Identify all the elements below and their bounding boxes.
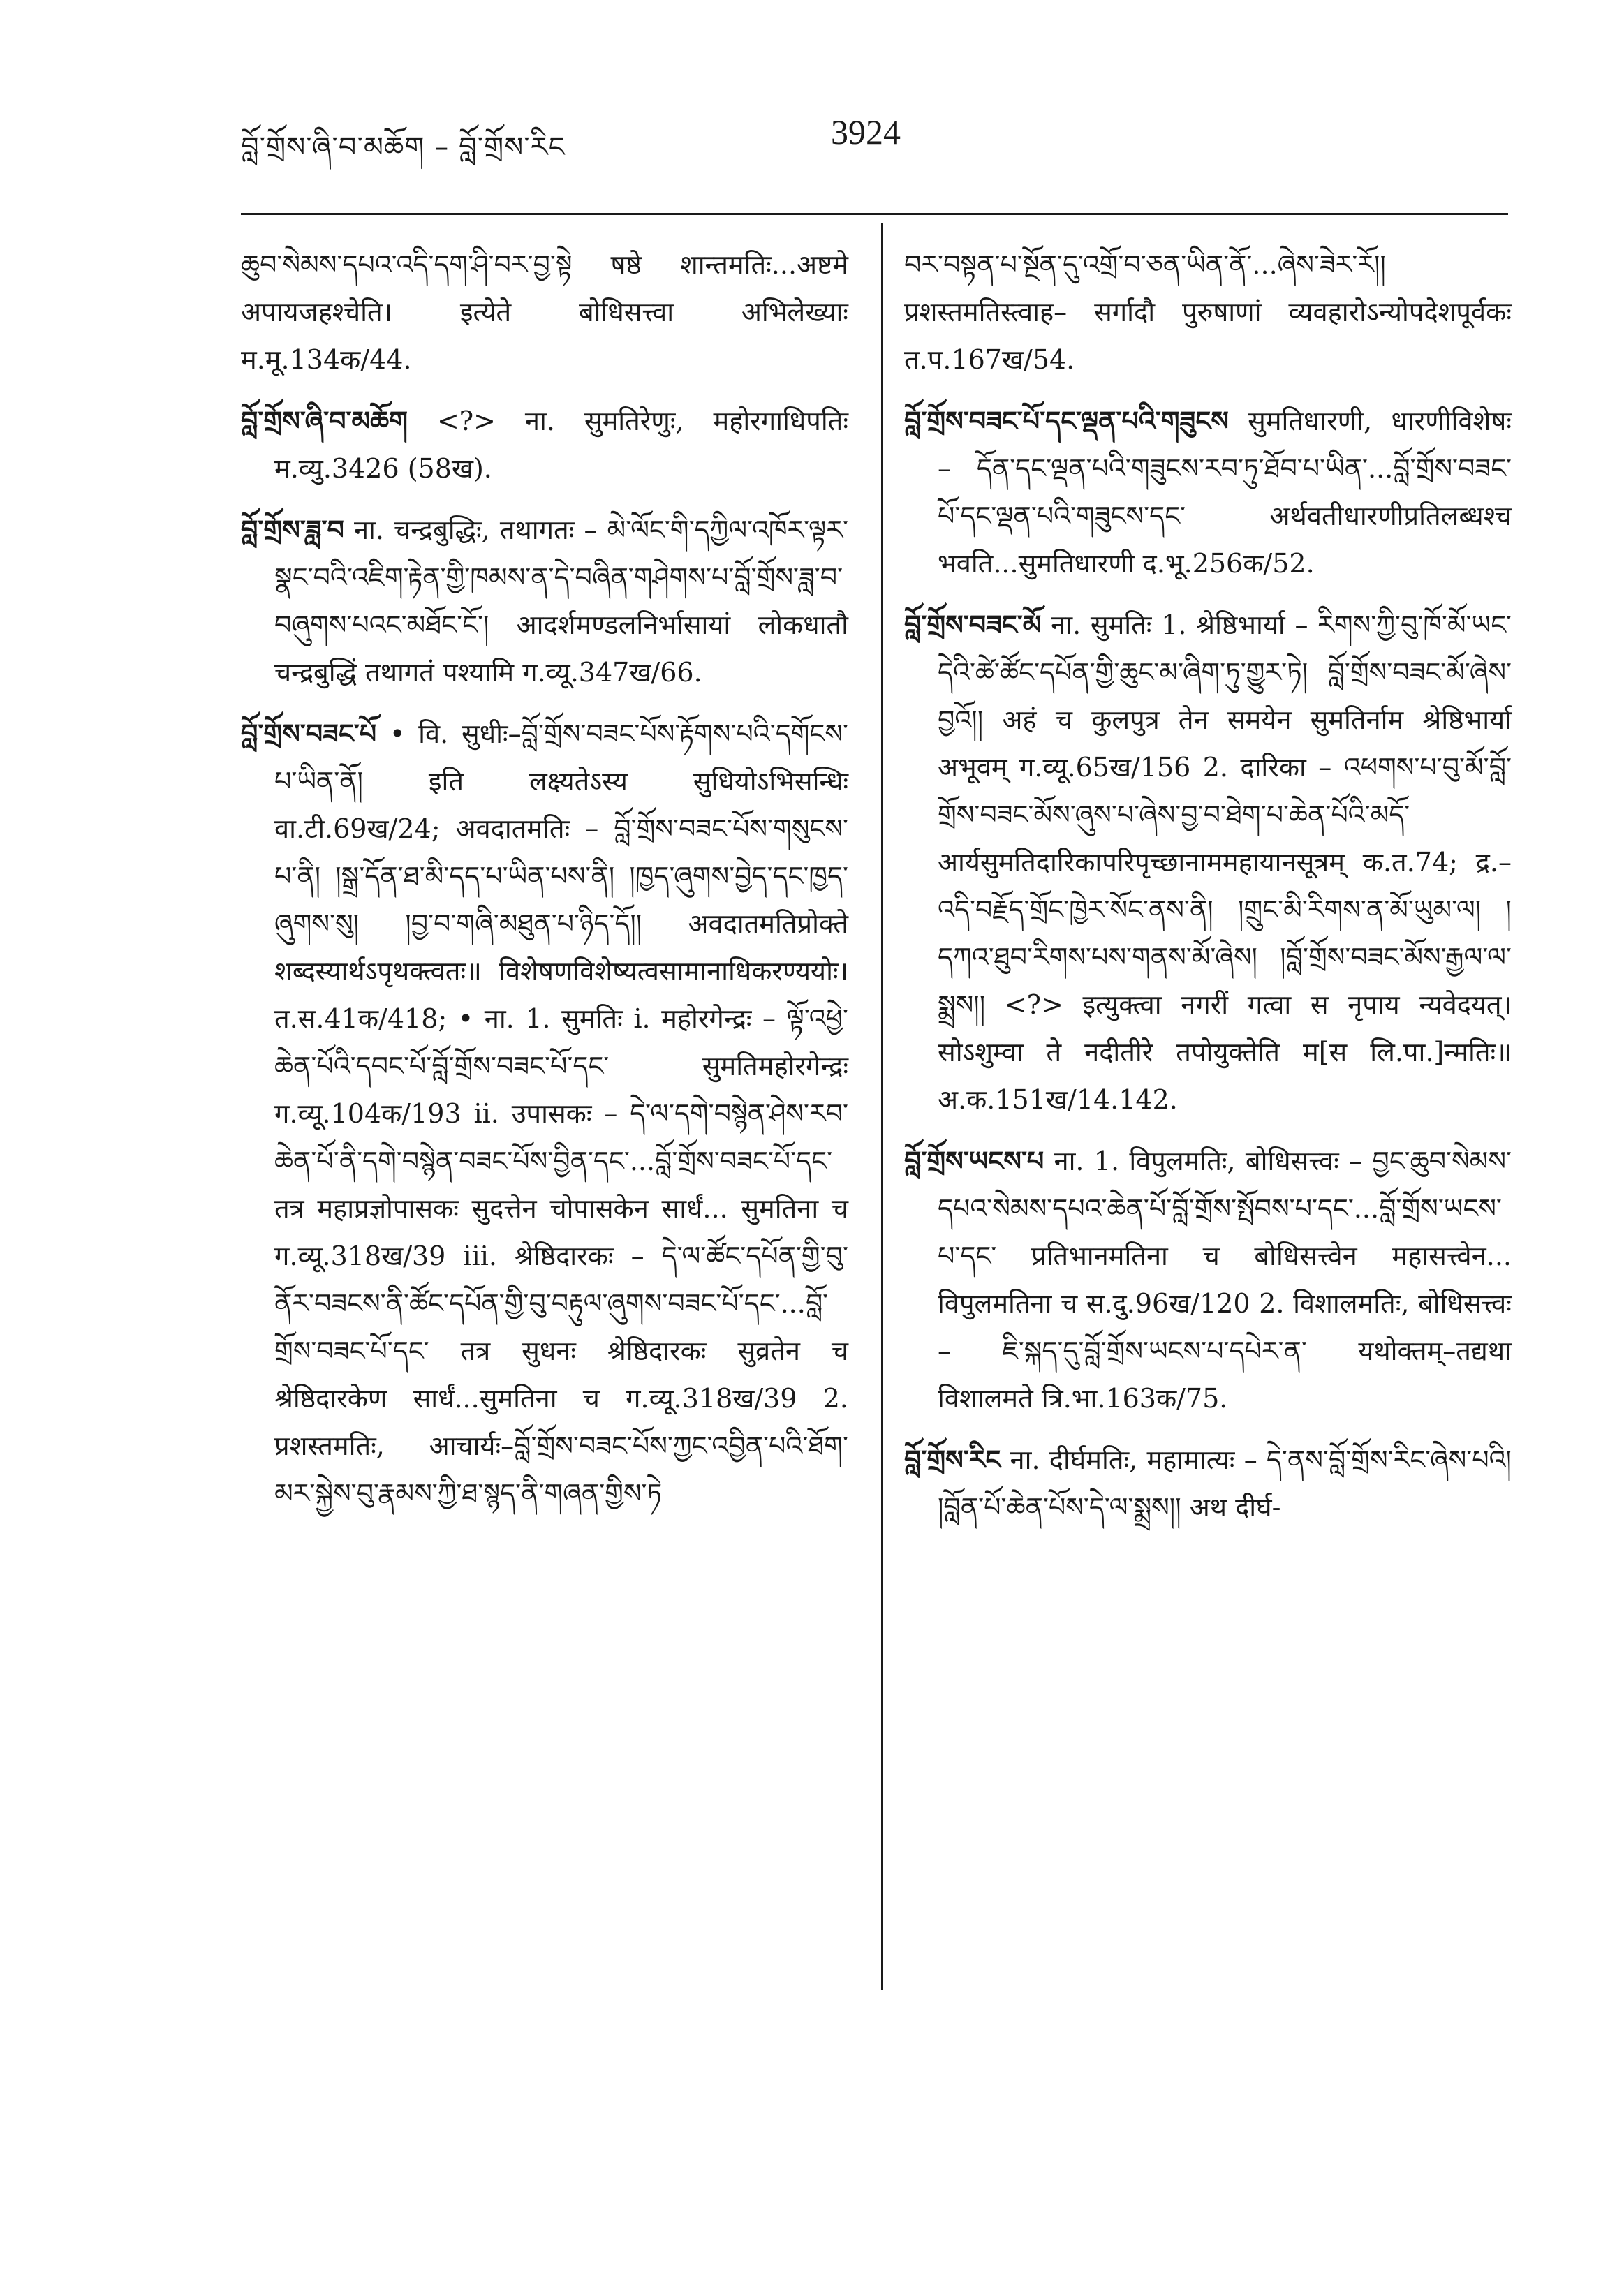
entry	[904, 1137, 1512, 1422]
entry-text: ना. दीर्घमतिः, महामात्यः – དེ་ནས་བློ་གྲོས་རིང་ཞེས་པའི། །བློན་པོ་ཆེན་པོས་དེ་ལ་སྨྲས།། अथ दीर्घ-	[938, 1444, 1512, 1523]
entry-text: བར་བསྟན་པ་སྔོན་དུ་འགྲོ་བ་ཅན་ཡིན་ནོ་...ཞེས་ཟེར་རོ།། प्रशस्तमतिस्त्वाह– सर्गादौ पुरुषाणां व्यवहारोऽन्योपदेशपूर्वकः त.प.167ख/54.	[904, 249, 1512, 375]
page-number: 3924	[831, 112, 901, 151]
entry	[904, 601, 1512, 1123]
entry-headword: བློ་གྲོས་ཟླ་བ	[241, 515, 344, 545]
entry-text: • वि. सुधीः–བློ་གྲོས་བཟང་པོས་རྟོགས་པའི་དགོངས་པ་ཡིན་ནོ། इति लक्ष्यतेऽस्य सुधियोऽभिसन्धिः वा.टी.69ख/24; अवदातमतिः – བློ་གྲོས་བཟང་པོས་གསུངས་པ་ནི། །སྒྲ་དོན་ཐ་མི་དད་པ་ཡིན་པས་ནི། །ཁྱད་ཞུགས་བྱེད་དང་ཁྱད་ཞུགས་སུ། །བྱ་བ་གཞི་མཐུན་པ་ཉིད་དོ།། अवदातमतिप्रोक्ते शब्दस्यार्थऽपृथक्त्वतः॥ विशेषणविशेष्यत्वसामानाधिकरण्ययोः। त.स.41क/418; • ना. 1. सुमतिः i. महोरगेन्द्रः – ལྟོ་འཕྱེ་ཆེན་པོའི་དབང་པོ་བློ་གྲོས་བཟང་པོ་དང་ सुमतिमहोरगेन्द्रः ग.व्यू.104क/193 ii. उपासकः – དེ་ལ་དགེ་བསྙེན་ཤེས་རབ་ཆེན་པོ་ནི་དགེ་བསྙེན་བཟང་པོས་བྱིན་དང་...བློ་གྲོས་བཟང་པོ་དང་ तत्र महाप्रज्ञोपासकः सुदत्तेन चोपासकेन सार्धं... सुमतिना च ग.व्यू.318ख/39 iii. श्रेष्ठिदारकः – དེ་ལ་ཚོང་དཔོན་གྱི་བུ་ནོར་བཟངས་ནི་ཚོང་དཔོན་གྱི་བུ་བརྟུལ་ཞུགས་བཟང་པོ་དང་...བློ་གྲོས་བཟང་པོ་དང་ तत्र सुधनः श्रेष्ठिदारकः सुव्रतेन च श्रेष्ठिदारकेण सार्धं...सुमतिना च ग.व्यू.318ख/39 2. प्रशस्तमतिः, आचार्यः–བློ་གྲོས་བཟང་པོས་ཀྱང་འབྱིན་པའི་ཐོག་མར་སྐྱེས་བུ་རྣམས་ཀྱི་ཐ་སྙད་ནི་གཞན་གྱིས་ཏེ	[274, 718, 848, 1509]
entry	[241, 241, 848, 383]
entry-text: ना. सुमतिः 1. श्रेष्ठिभार्या – རིགས་ཀྱི་བུ་ཁོ་མོ་ཡང་དེའི་ཚེ་ཚོང་དཔོན་གྱི་ཆུང་མ་ཞིག་ཏུ་གྱུར་ཏེ། བློ་གྲོས་བཟང་མོ་ཞེས་བྱའོ།། अहं च कुलपुत्र तेन समयेन सुमतिर्नाम श्रेष्ठिभार्या अभूवम् ग.व्यू.65ख/156 2. दारिका – འཕགས་པ་བུ་མོ་བློ་གྲོས་བཟང་མོས་ཞུས་པ་ཞེས་བྱ་བ་ཐེག་པ་ཆེན་པོའི་མདོ་ आर्यसुमतिदारिकापरिपृच्छानाममहायानसूत्रम् क.त.74; द्र.– འདི་བརྗོད་གྲོང་ཁྱེར་སོང་ནས་ནི། །གྲུང་མི་རིགས་ན་མོ་ཡུམ་ལ། །དཀའ་ཐུབ་རིགས་པས་གནས་མོ་ཞེས། །བློ་གྲོས་བཟང་མོས་རྒྱལ་ལ་སྨྲས།། <?> इत्युक्त्वा नगरीं गत्वा स नृपाय न्यवेदयत्। सोऽशुम्वा ते नदीतीरे तपोयुक्तेति म[स लि.पा.]न्मतिः॥ अ.क.151ख/14.142.	[938, 609, 1512, 1115]
header-rule	[241, 213, 1508, 215]
entry-headword: བློ་གྲོས་རིང	[904, 1444, 1001, 1475]
entry	[241, 710, 848, 1517]
entry-text: ना. 1. विपुलमतिः, बोधिसत्त्वः – བྱང་ཆུབ་སེམས་དཔའ་སེམས་དཔའ་ཆེན་པོ་བློ་གྲོས་སྤོབས་པ་དང་...བློ་གྲོས་ཡངས་པ་དང་ प्रतिभानमतिना च बोधिसत्त्वेन महासत्त्वेन... विपुलमतिना च स.दु.96ख/120 2. विशालमतिः, बोधिसत्त्वः – ཇི་སྐད་དུ་བློ་གྲོས་ཡངས་པ་དཔེར་ན་ यथोक्तम्–तद्यथा विशालमते त्रि.भा.163क/75.	[938, 1146, 1512, 1414]
entry-text: ना. चन्द्रबुद्धिः, तथागतः – མེ་ལོང་གི་དཀྱིལ་འཁོར་ལྟར་སྣང་བའི་འཇིག་རྟེན་གྱི་ཁམས་ན་དེ་བཞིན་གཤེགས་པ་བློ་གྲོས་ཟླ་བ་བཞུགས་པའང་མཐོང་ངོ༌། आदर्शमण्डलनिर्भासायां लोकधातौ चन्द्रबुद्धिं तथागतं पश्यामि ग.व्यू.347ख/66.	[274, 515, 848, 688]
entry-text: <?> ना. सुमतिरेणुः, महोरगाधिपतिः म.व्यु.3426 (58ख).	[274, 406, 848, 484]
entry-headword: བློ་གྲོས་ཞི་བ་མཆོག	[241, 406, 408, 436]
entry-headword: བློ་གྲོས་བཟང་མོ	[904, 609, 1042, 640]
entry-headword: བློ་གྲོས་བཟང་པོ་དང་ལྡན་པའི་གཟུངས	[904, 406, 1229, 436]
right-column	[904, 241, 1512, 1545]
left-column	[241, 241, 848, 1531]
column-divider	[881, 223, 883, 1990]
entry-headword: བློ་གྲོས་བཟང་པོ	[241, 718, 377, 749]
entry	[904, 1436, 1512, 1531]
entry	[241, 397, 848, 492]
entry	[904, 241, 1512, 383]
entry-text: ཆུབ་སེམས་དཔའ་འདི་དག་ཤི་བར་བྱ་སྟེ षष्ठे शान्तमतिः...अष्टमे अपायजहश्चेति। इत्येते बोधिसत्त्वा अभिलेख्याः म.मू.134क/44.	[241, 249, 848, 375]
entry	[904, 397, 1512, 587]
running-head: བློ་གྲོས་ཞི་བ་མཆོག – བློ་གྲོས་རིང	[241, 131, 566, 163]
entry-headword: བློ་གྲོས་ཡངས་པ	[904, 1146, 1044, 1176]
entry-text: सुमतिधारणी, धारणीविशेषः – དོན་དང་ལྡན་པའི་གཟུངས་རབ་ཏུ་ཐོབ་པ་ཡིན་...བློ་གྲོས་བཟང་པོ་དང་ལྡན་པའི་གཟུངས་དང་ अर्थवतीधारणीप्रतिलब्धश्च भवति...सुमतिधारणी द.भू.256क/52.	[938, 406, 1512, 579]
entry	[241, 506, 848, 696]
